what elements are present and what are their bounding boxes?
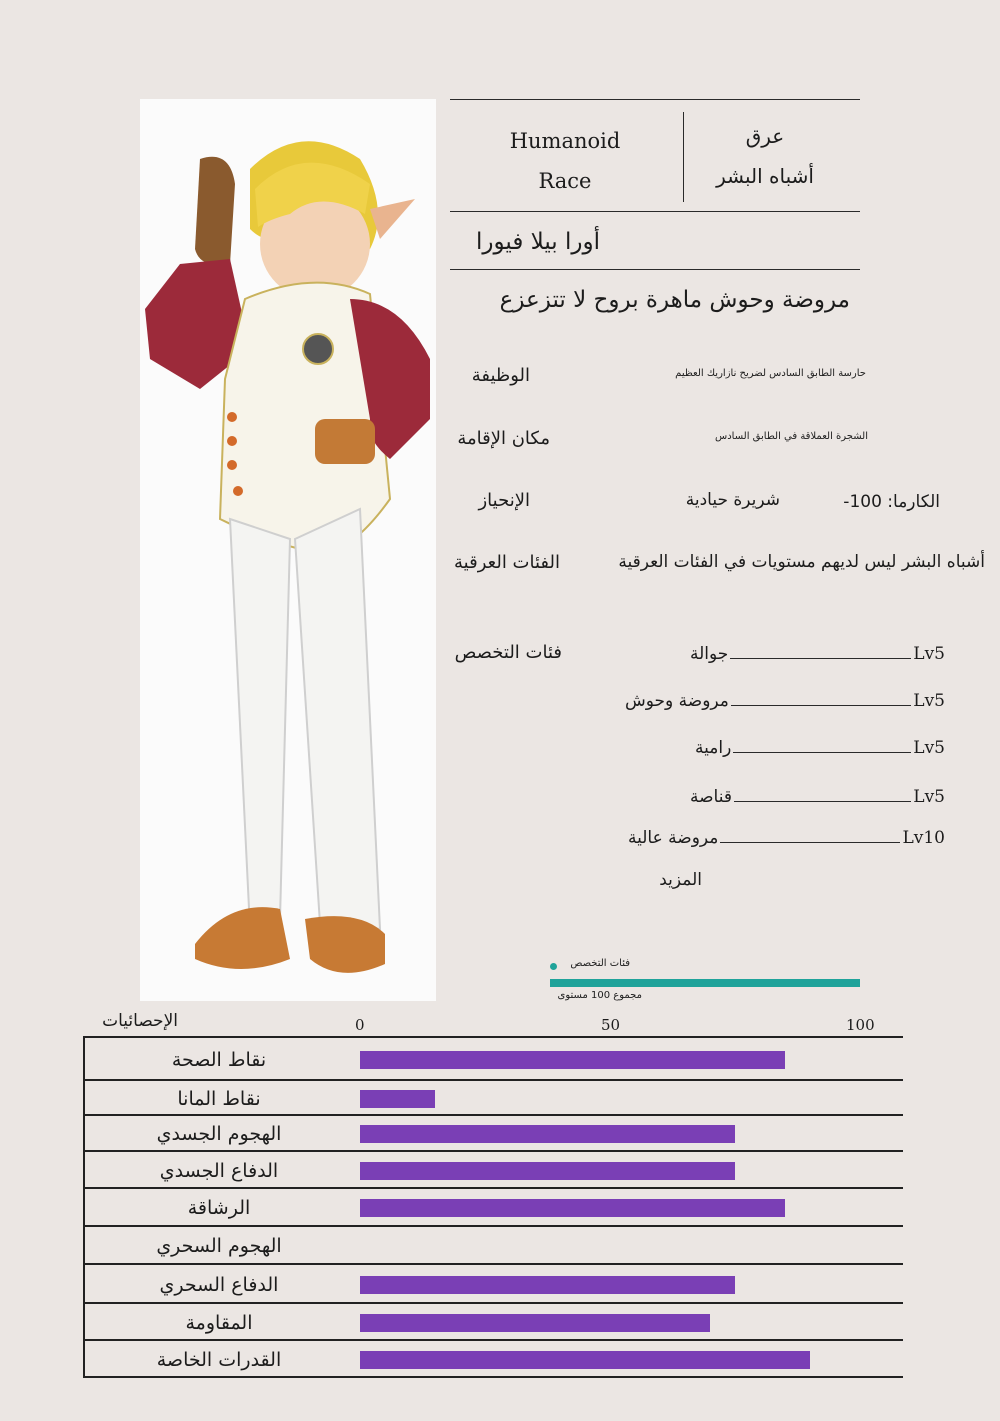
class-row bbox=[690, 785, 945, 809]
legend-dot-icon bbox=[550, 963, 557, 970]
race-ar-sub: أشباه البشر bbox=[716, 164, 814, 188]
character-epithet: مروضة وحوش ماهرة بروح لا تتزعزع bbox=[499, 287, 850, 313]
race-en-sub: Race bbox=[538, 169, 592, 193]
stat-label: الدفاع الجسدي bbox=[159, 1159, 279, 1182]
stat-bar bbox=[360, 1199, 785, 1217]
racial-classes-value: أشباه البشر ليس لديهم مستويات في الفئات العرقية bbox=[618, 552, 985, 572]
axis-tick: 50 bbox=[601, 1016, 621, 1034]
class-leader bbox=[730, 658, 911, 659]
class-row bbox=[628, 826, 945, 850]
class-level: Lv5 bbox=[913, 738, 945, 758]
race-en-title: Humanoid bbox=[509, 129, 621, 153]
stat-bar bbox=[360, 1090, 435, 1108]
stats-bottom-border bbox=[83, 1376, 903, 1378]
character-illustration-icon bbox=[140, 99, 436, 1001]
stat-row bbox=[83, 1150, 903, 1189]
stat-bar bbox=[360, 1162, 735, 1180]
class-row bbox=[625, 689, 945, 713]
stat-row bbox=[83, 1079, 903, 1116]
character-portrait bbox=[140, 99, 436, 1001]
class-leader bbox=[733, 752, 911, 753]
stat-bar bbox=[360, 1276, 735, 1294]
class-name: قناصة bbox=[690, 787, 732, 807]
class-leader bbox=[734, 801, 911, 802]
stat-row bbox=[83, 1263, 903, 1304]
stat-label: الدفاع السحري bbox=[159, 1273, 279, 1296]
stat-label: نقاط الصحة bbox=[171, 1048, 267, 1071]
class-name: رامية bbox=[695, 738, 732, 758]
alignment-label: الإنحياز bbox=[478, 490, 530, 511]
class-name: جوالة bbox=[690, 644, 729, 664]
class-level: Lv10 bbox=[902, 828, 945, 848]
axis-tick: 0 bbox=[355, 1016, 365, 1034]
stat-bar bbox=[360, 1125, 735, 1143]
class-name: مروضة وحوش bbox=[625, 691, 729, 711]
class-row bbox=[695, 736, 945, 760]
class-leader bbox=[731, 705, 911, 706]
race-arabic bbox=[700, 116, 830, 196]
job-label: الوظيفة bbox=[471, 365, 530, 386]
race-divider bbox=[683, 112, 684, 202]
class-name: مروضة عالية bbox=[628, 828, 719, 848]
class-level: Lv5 bbox=[913, 644, 945, 664]
summary-total: مجموع 100 مستوى bbox=[557, 990, 642, 1001]
racial-classes-label: الفئات العرقية bbox=[454, 552, 560, 573]
race-ar-title: عرق bbox=[745, 124, 785, 148]
stats-title: الإحصائيات bbox=[102, 1011, 178, 1031]
class-leader bbox=[720, 842, 900, 843]
stat-label: الهجوم السحري bbox=[156, 1235, 282, 1257]
stat-bar bbox=[360, 1051, 785, 1069]
stat-row bbox=[83, 1036, 903, 1081]
residence-value: الشجرة العملاقة في الطابق السادس bbox=[715, 431, 868, 442]
header-top-rule bbox=[450, 99, 860, 100]
stat-bar bbox=[360, 1351, 810, 1369]
stat-row bbox=[83, 1187, 903, 1227]
axis-tick: 100 bbox=[846, 1016, 875, 1034]
summary-legend: فئات التخصص bbox=[570, 958, 630, 969]
residence-label: مكان الإقامة bbox=[457, 428, 550, 449]
stat-label: القدرات الخاصة bbox=[156, 1348, 282, 1371]
stat-row bbox=[83, 1225, 903, 1265]
stat-bar bbox=[360, 1314, 710, 1332]
stat-label: الهجوم الجسدي bbox=[156, 1123, 282, 1145]
race-english bbox=[450, 121, 680, 201]
stat-label: نقاط المانا bbox=[177, 1087, 261, 1110]
stat-label: المقاومة bbox=[185, 1311, 253, 1334]
name-rule bbox=[450, 269, 860, 270]
stat-row bbox=[83, 1114, 903, 1152]
job-classes-label: فئات التخصص bbox=[454, 642, 562, 663]
karma-value: الكارما: 100- bbox=[843, 492, 940, 512]
character-name: أورا بيلا فيورا bbox=[476, 229, 600, 255]
class-level: Lv5 bbox=[913, 787, 945, 807]
header-mid-rule bbox=[450, 211, 860, 212]
stats-left-border bbox=[83, 1038, 85, 1378]
class-level: Lv5 bbox=[913, 691, 945, 711]
summary-bar bbox=[550, 979, 860, 987]
stat-row bbox=[83, 1302, 903, 1341]
job-value: حارسة الطابق السادس لضريح نازاريك العظيم bbox=[675, 368, 866, 379]
class-row bbox=[690, 642, 945, 666]
stat-label: الرشاقة bbox=[187, 1197, 251, 1219]
alignment-value: شريرة حيادية bbox=[685, 490, 780, 510]
stat-row bbox=[83, 1339, 903, 1378]
more-label: المزيد bbox=[659, 870, 702, 890]
